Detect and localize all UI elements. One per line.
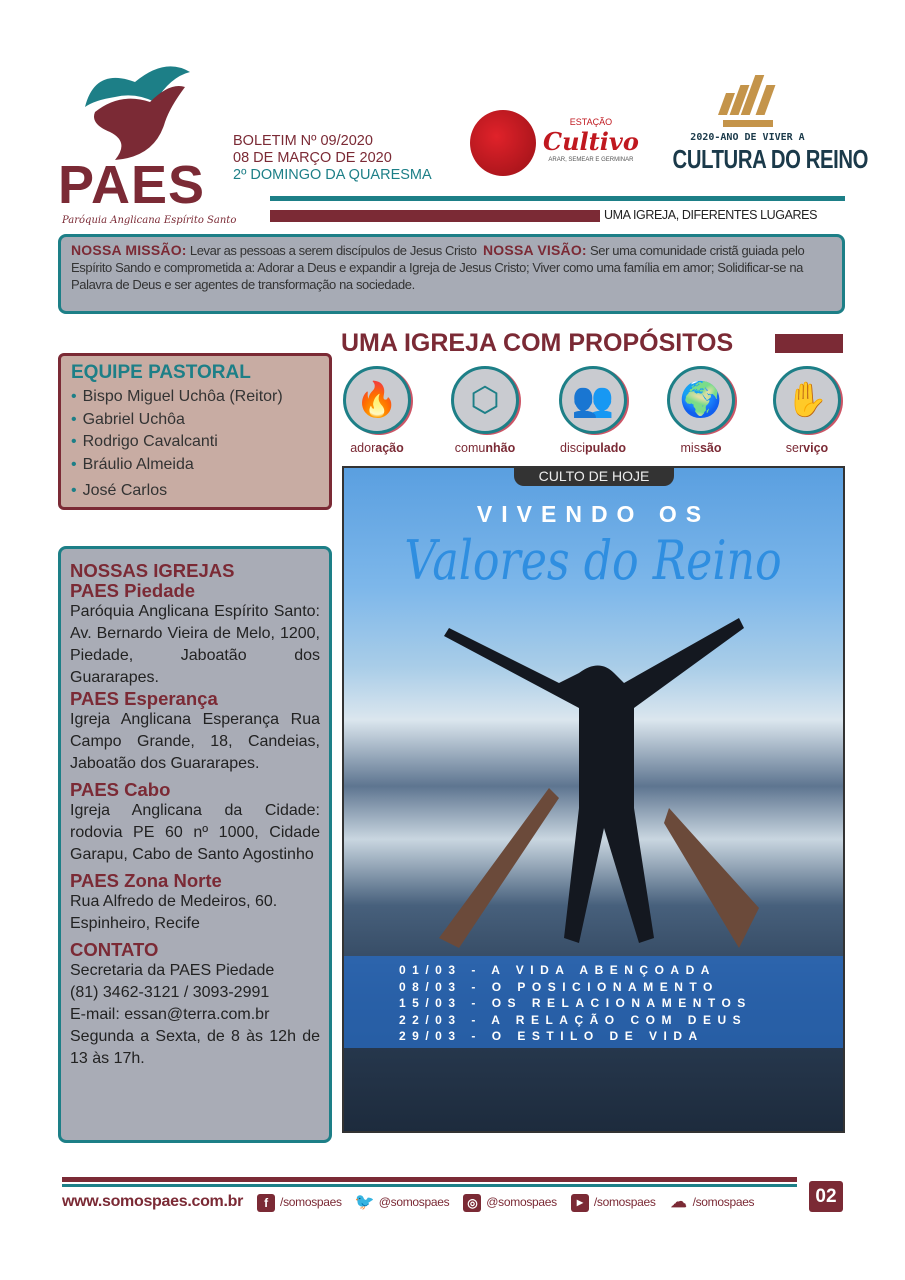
- reino-top: 2020-ANO DE VIVER A: [690, 132, 805, 143]
- series-item: 01/03 - A VIDA ABENÇOADA: [399, 963, 716, 977]
- facebook-icon: f: [257, 1194, 275, 1212]
- team-member: • Bispo Miguel Uchôa (Reitor): [71, 386, 319, 409]
- footer-divider-teal: [62, 1184, 797, 1187]
- liturgical-sunday: 2º DOMINGO DA QUARESMA: [233, 167, 432, 183]
- soundcloud-link[interactable]: ☁ /somospaes: [670, 1193, 755, 1211]
- todays-service-tag: CULTO DE HOJE: [514, 466, 674, 486]
- purpose-worship: [332, 366, 422, 456]
- page-number: 02: [809, 1181, 843, 1212]
- paes-dove-logo-icon: [75, 62, 195, 162]
- church-address: Paróquia Anglicana Espírito Santo: Av. Bernardo Vieira de Melo, 1200, Piedade, Jaboatão dos Guararapes.: [70, 603, 320, 686]
- paes-logo-text: PAES: [58, 155, 206, 215]
- cultivo-top: ESTAÇÃO: [569, 117, 613, 127]
- churches-box: [58, 546, 332, 1143]
- church-address: Rua Alfredo de Medeiros, 60. Espinheiro, Recife: [70, 893, 278, 932]
- twitter-icon: 🐦: [354, 1193, 375, 1211]
- poster-title-line1: VIVENDO OS: [476, 501, 711, 527]
- purpose-mission: [656, 366, 746, 456]
- contact-line: Segunda a Sexta, de 8 às 12h de 13 às 17h.: [70, 1028, 320, 1067]
- sermon-series-list: [344, 956, 843, 1048]
- footer-social: [62, 1193, 802, 1212]
- bulletin-number: BOLETIM Nº 09/2020: [233, 133, 373, 149]
- soundcloud-icon: ☁: [670, 1193, 687, 1211]
- people-group-icon: 👥: [559, 366, 627, 434]
- bulletin-info: [233, 133, 432, 184]
- church-address: Igreja Anglicana da Cidade: rodovia PE 60 nº 1000, Cidade Garapu, Cabo de Santo Agostinho: [70, 802, 320, 863]
- mission-vision-box: [58, 234, 845, 314]
- contact-title: CONTATO: [70, 939, 159, 960]
- vision-label: NOSSA VISÃO:: [483, 242, 587, 258]
- network-icon: ⬡: [451, 366, 519, 434]
- slogan: UMA IGREJA, DIFERENTES LUGARES: [604, 208, 818, 222]
- hands-icon: ✋: [773, 366, 841, 434]
- team-title: EQUIPE PASTORAL: [71, 362, 251, 383]
- logo-subtitle: Paróquia Anglicana Espírito Santo: [62, 215, 237, 226]
- purpose-label: serviço: [785, 441, 829, 455]
- reino-main: CULTURA DO REINO: [672, 144, 868, 174]
- vision-text: Ser uma comunidade cristã guiada pelo Espírito Sando e comprometida a: Adorar a Deus e expandir a Igreja de Jesus Cristo; Viver como uma família em amor; Solidificar-se na Palavra de Deus e ser agentes de transformação na sociedade.: [71, 243, 805, 292]
- website-link[interactable]: www.somospaes.com.br: [62, 1193, 244, 1211]
- purpose-label: comunhão: [454, 441, 516, 455]
- team-member: • Gabriel Uchôa: [71, 409, 319, 432]
- series-item: 29/03 - O ESTILO DE VIDA: [399, 1029, 704, 1043]
- person-silhouette-icon: [439, 608, 759, 948]
- contact-line: E-mail: essan@terra.com.br: [70, 1006, 270, 1023]
- church-name: PAES Zona Norte: [70, 870, 222, 891]
- team-member: • Bráulio Almeida: [71, 454, 319, 477]
- contact-line: Secretaria da PAES Piedade: [70, 962, 275, 979]
- purposes-title: UMA IGREJA COM PROPÓSITOS: [341, 329, 734, 357]
- contact-line: (81) 3462-3121 / 3093-2991: [70, 984, 270, 1001]
- instagram-link[interactable]: ◎ @somospaes: [463, 1193, 557, 1212]
- poster-title-line2: Valores do Reino: [404, 529, 783, 592]
- purpose-service: [762, 366, 852, 456]
- cultivo-name: Cultivo: [543, 127, 639, 156]
- church-address: Igreja Anglicana Esperança Rua Campo Grande, 18, Candeias, Jaboatão dos Guararapes.: [70, 711, 320, 772]
- cultura-do-reino-logo: [645, 75, 868, 174]
- church-name: PAES Piedade: [70, 580, 196, 601]
- youtube-link[interactable]: ▶ /somospaes: [571, 1193, 656, 1212]
- instagram-icon: ◎: [463, 1194, 481, 1212]
- purpose-label: adoração: [350, 441, 404, 455]
- team-member: • José Carlos: [71, 480, 319, 503]
- globe-icon: 🌍: [667, 366, 735, 434]
- cultivo-sub: ARAR, SEMEAR E GERMINAR: [548, 157, 634, 163]
- flame-icon: 🔥: [343, 366, 411, 434]
- purpose-label: missão: [680, 441, 722, 455]
- bulletin-date: 08 DE MARÇO DE 2020: [233, 150, 392, 166]
- title-bar: [775, 334, 843, 353]
- facebook-link[interactable]: f /somospaes: [257, 1193, 342, 1212]
- crown-icon: [718, 75, 778, 127]
- church-name: PAES Cabo: [70, 779, 171, 800]
- todays-service-poster: [342, 466, 845, 1133]
- series-item: 22/03 - A RELAÇÃO COM DEUS: [399, 1012, 748, 1027]
- churches-title: NOSSAS IGREJAS: [70, 560, 235, 581]
- mission-label: NOSSA MISSÃO:: [71, 242, 187, 258]
- purpose-label: discipulado: [560, 441, 626, 455]
- twitter-link[interactable]: 🐦 @somospaes: [354, 1193, 450, 1211]
- youtube-icon: ▶: [571, 1194, 589, 1212]
- church-name: PAES Esperança: [70, 688, 218, 709]
- cultivo-seed-logo-icon: [470, 110, 536, 176]
- team-member: • Rodrigo Cavalcanti: [71, 431, 319, 454]
- header-divider-maroon: [270, 210, 600, 222]
- purpose-discipleship: [548, 366, 638, 456]
- purpose-fellowship: [440, 366, 530, 456]
- cultivo-logo: [543, 117, 639, 164]
- header-divider-teal: [270, 196, 845, 201]
- mission-text: Levar as pessoas a serem discípulos de Jesus Cristo: [189, 243, 477, 258]
- series-item: 15/03 - OS RELACIONAMENTOS: [399, 996, 752, 1010]
- footer-divider-maroon: [62, 1177, 797, 1182]
- pastoral-team-box: [58, 353, 332, 510]
- series-item: 08/03 - O POSICIONAMENTO: [399, 979, 719, 994]
